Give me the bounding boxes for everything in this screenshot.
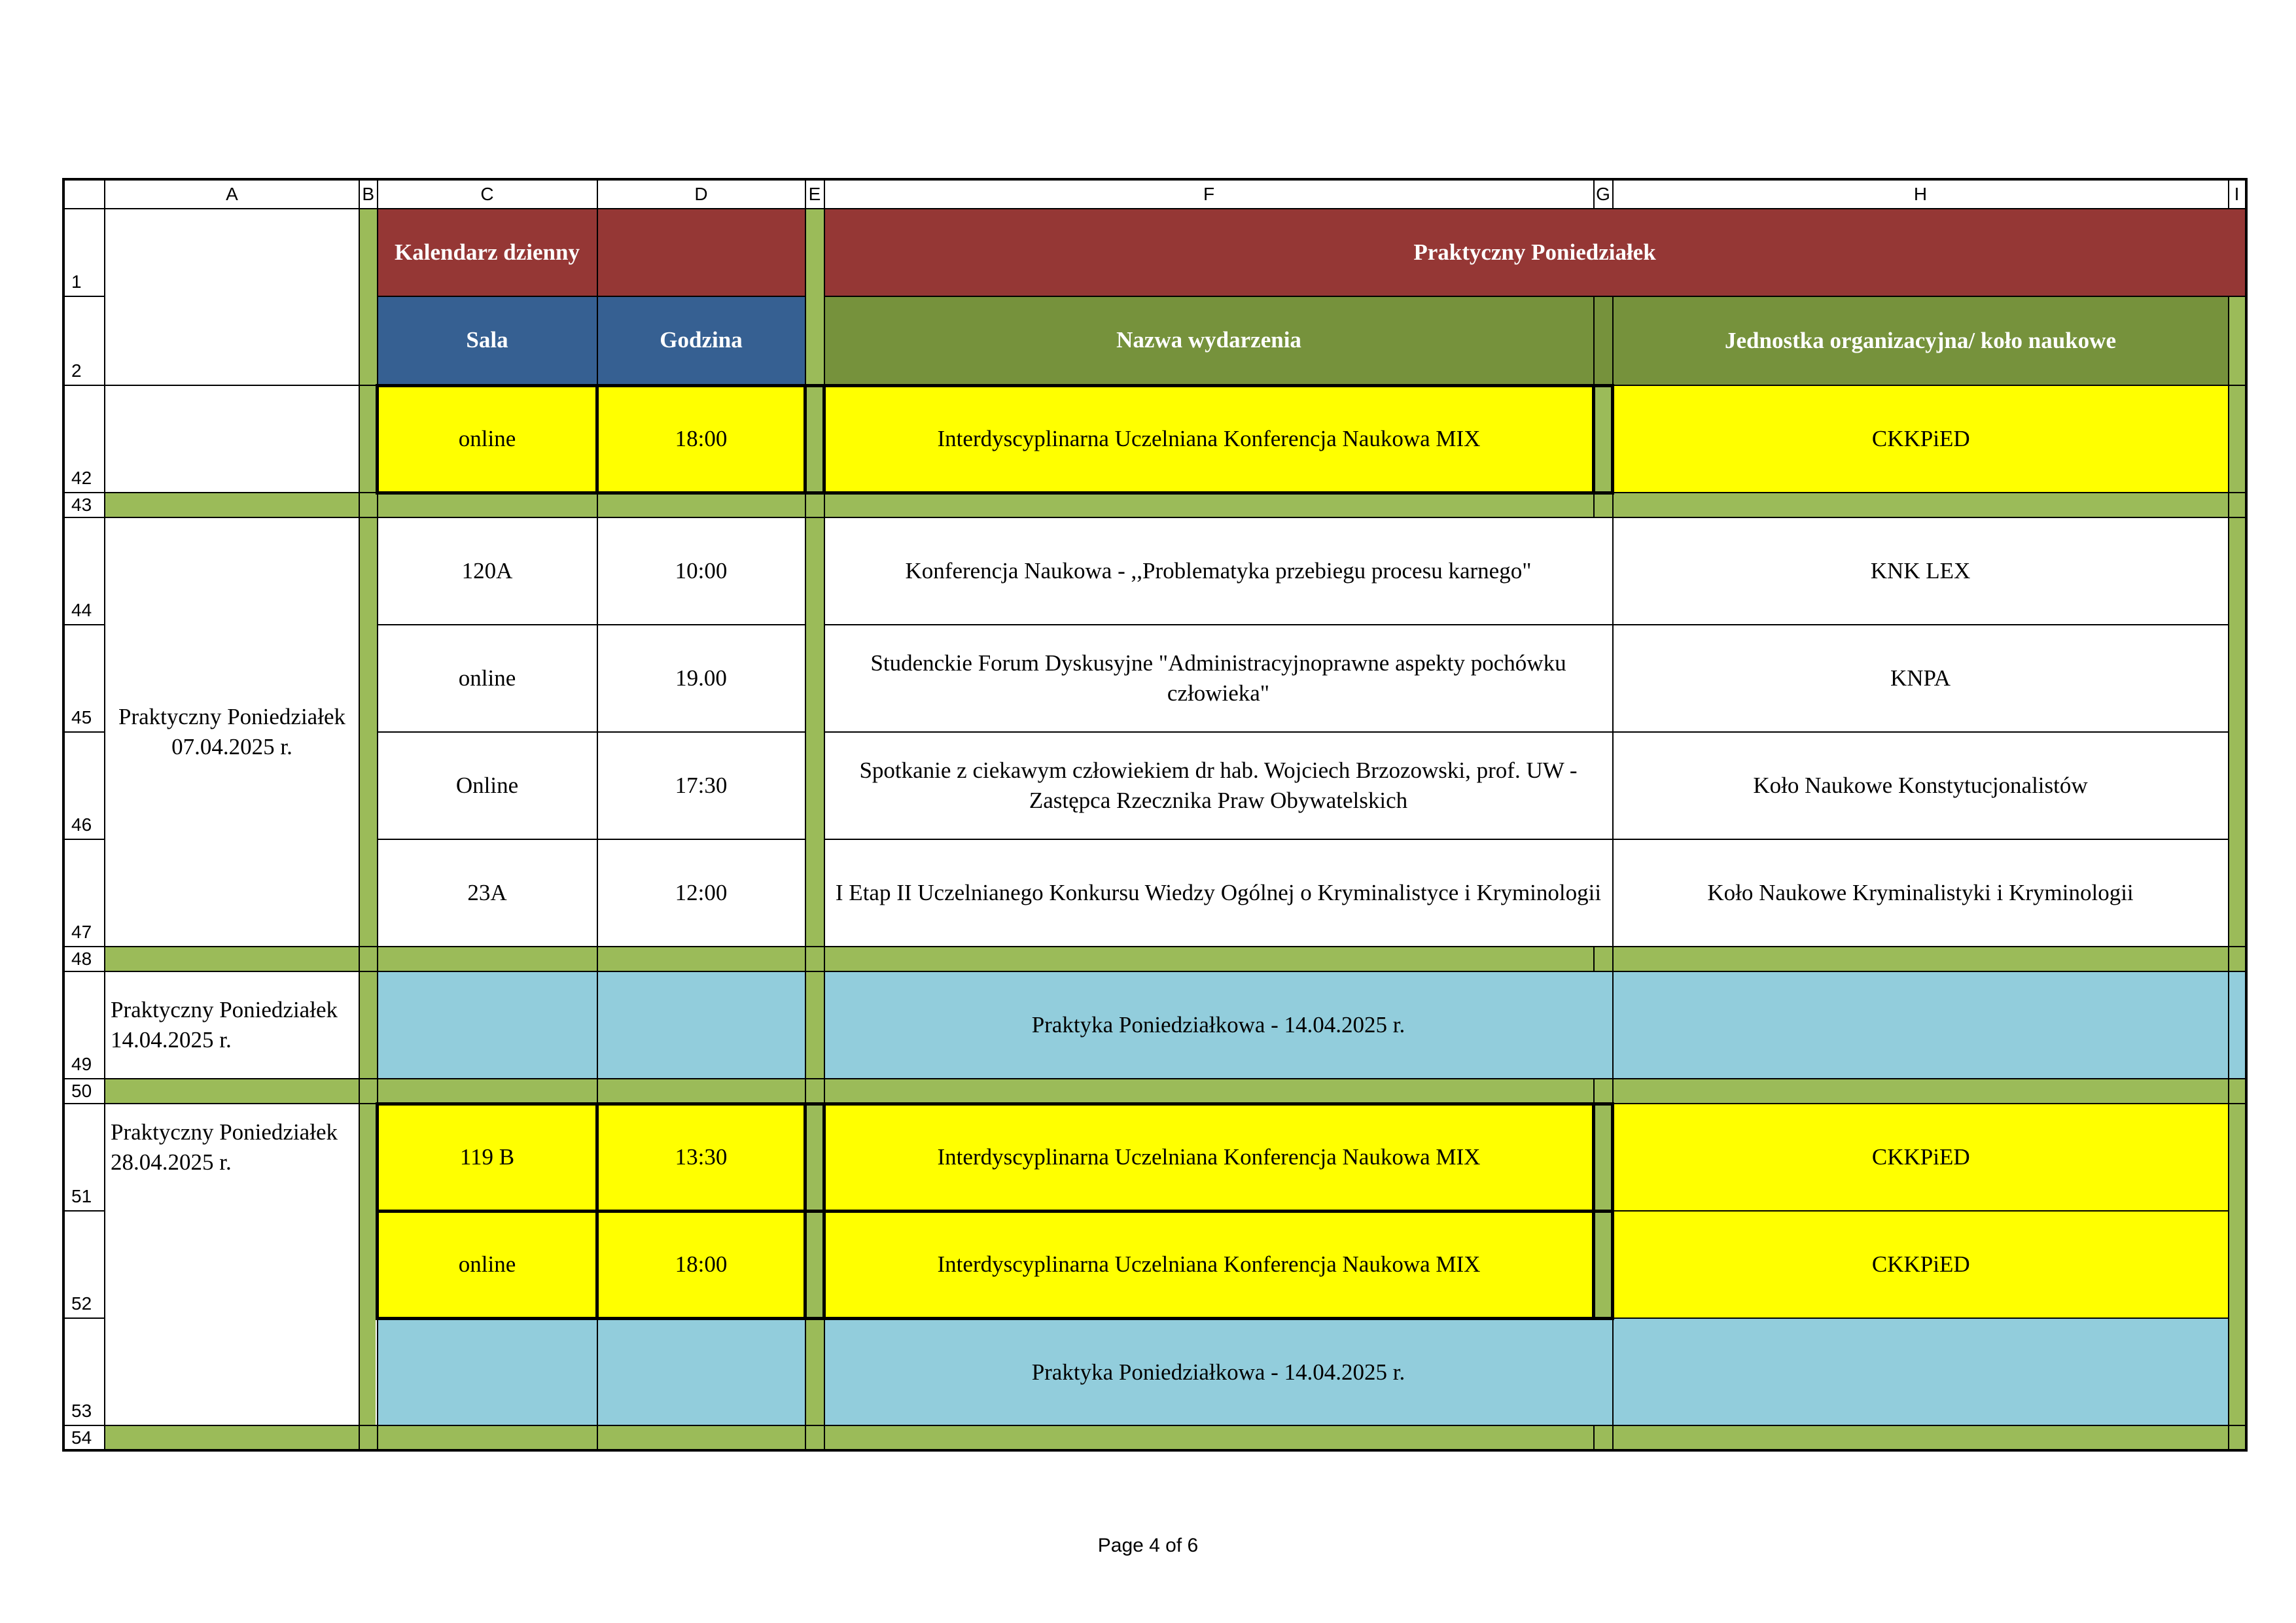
- separator-cell: [359, 1079, 378, 1104]
- separator-cell: [1594, 947, 1613, 971]
- separator-cell: [2229, 1425, 2246, 1450]
- event-sala-empty[interactable]: [378, 1318, 597, 1425]
- column-header-b[interactable]: B: [359, 179, 378, 209]
- event-nazwa[interactable]: I Etap II Uczelnianego Konkursu Wiedzy Ogólnej o Kryminalistyce i Kryminologii: [824, 839, 1613, 947]
- event-godzina[interactable]: 10:00: [597, 517, 805, 625]
- column-header-h[interactable]: H: [1613, 179, 2229, 209]
- column-header-d[interactable]: D: [597, 179, 805, 209]
- calendar-label[interactable]: Kalendarz dzienny: [378, 209, 597, 296]
- separator-cell: [359, 947, 378, 971]
- separator-cell: [805, 493, 824, 517]
- event-jednostka[interactable]: Koło Naukowe Kryminalistyki i Kryminologii: [1613, 839, 2229, 947]
- separator-cell: [105, 947, 359, 971]
- separator-cell: [378, 1425, 597, 1450]
- separator-cell: [359, 209, 378, 385]
- separator-cell: [105, 493, 359, 517]
- row-51: [63, 1104, 2246, 1211]
- separator-cell: [805, 971, 824, 1079]
- separator-cell: [2229, 517, 2246, 947]
- event-godzina-empty[interactable]: [597, 971, 805, 1079]
- row-49: [63, 971, 2246, 1079]
- separator-cell: [2229, 385, 2246, 493]
- row-number[interactable]: 44: [63, 517, 105, 625]
- separator-cell: [805, 947, 824, 971]
- row-number[interactable]: 1: [63, 209, 105, 296]
- event-godzina[interactable]: 12:00: [597, 839, 805, 947]
- separator-cell: [1594, 1211, 1613, 1318]
- page-footer: Page 4 of 6: [1097, 1535, 1199, 1556]
- event-jednostka[interactable]: KNPA: [1613, 625, 2229, 732]
- column-header-i[interactable]: I: [2229, 179, 2246, 209]
- separator-cell: [805, 1211, 824, 1318]
- separator-cell: [1613, 1425, 2229, 1450]
- event-nazwa[interactable]: Interdyscyplinarna Uczelniana Konferencja Naukowa MIX: [824, 1104, 1594, 1211]
- event-jednostka[interactable]: CKKPiED: [1613, 385, 2229, 493]
- separator-cell: [1594, 385, 1613, 493]
- event-nazwa[interactable]: Spotkanie z ciekawym człowiekiem dr hab. Wojciech Brzozowski, prof. UW - Zastępca Rzecznika Praw Obywatelskich: [824, 732, 1613, 839]
- row-number[interactable]: 43: [63, 493, 105, 517]
- separator-cell: [597, 1079, 805, 1104]
- day-label[interactable]: Praktyczny Poniedziałek 28.04.2025 r.: [105, 1104, 359, 1425]
- row-53: [63, 1318, 2246, 1425]
- event-nazwa[interactable]: Praktyka Poniedziałkowa - 14.04.2025 r.: [824, 971, 1613, 1079]
- column-header-e[interactable]: E: [805, 179, 824, 209]
- row-50: [63, 1079, 2246, 1104]
- event-godzina[interactable]: 19.00: [597, 625, 805, 732]
- page-title[interactable]: Praktyczny Poniedziałek: [824, 209, 2246, 296]
- separator-cell: [359, 1425, 378, 1450]
- spreadsheet-table: [62, 178, 2248, 1452]
- row-number[interactable]: 42: [63, 385, 105, 493]
- separator-cell: [1594, 1425, 1613, 1450]
- separator-cell: [824, 947, 1594, 971]
- separator-cell: [2229, 947, 2246, 971]
- separator-cell: [378, 1079, 597, 1104]
- row-43: [63, 493, 2246, 517]
- event-godzina[interactable]: 18:00: [597, 385, 805, 493]
- event-jednostka[interactable]: Koło Naukowe Konstytucjonalistów: [1613, 732, 2229, 839]
- header-godzina[interactable]: Godzina: [597, 296, 805, 385]
- separator-cell: [1594, 493, 1613, 517]
- event-godzina[interactable]: 18:00: [597, 1211, 805, 1318]
- separator-cell: [359, 1104, 378, 1425]
- separator-cell: [805, 517, 824, 947]
- column-header-g[interactable]: G: [1594, 179, 1613, 209]
- row-number[interactable]: 45: [63, 625, 105, 732]
- header-sala[interactable]: Sala: [378, 296, 597, 385]
- separator-cell: [597, 947, 805, 971]
- separator-cell: [1613, 1079, 2229, 1104]
- separator-cell: [1613, 947, 2229, 971]
- row-number[interactable]: 51: [63, 1104, 105, 1211]
- row-1: [63, 209, 2246, 296]
- separator-cell: [805, 209, 824, 385]
- corner-cell[interactable]: [63, 179, 105, 209]
- event-sala[interactable]: 120A: [378, 517, 597, 625]
- separator-cell: [805, 1318, 824, 1425]
- separator-cell: [824, 1425, 1594, 1450]
- event-nazwa[interactable]: Konferencja Naukowa - ,,Problematyka przebiegu procesu karnego": [824, 517, 1613, 625]
- separator-cell: [378, 947, 597, 971]
- row-number[interactable]: 49: [63, 971, 105, 1079]
- event-jednostka[interactable]: CKKPiED: [1613, 1104, 2229, 1211]
- separator-cell: [105, 1079, 359, 1104]
- event-nazwa[interactable]: Interdyscyplinarna Uczelniana Konferencja Naukowa MIX: [824, 1211, 1594, 1318]
- row-47: [63, 839, 2246, 947]
- separator-cell: [359, 385, 378, 493]
- event-godzina-empty[interactable]: [597, 1318, 805, 1425]
- header-jednostka[interactable]: Jednostka organizacyjna/ koło naukowe: [1613, 296, 2229, 385]
- header-olive-cell: [1594, 296, 1613, 385]
- separator-cell: [805, 1425, 824, 1450]
- row-number[interactable]: 50: [63, 1079, 105, 1104]
- event-godzina[interactable]: 13:30: [597, 1104, 805, 1211]
- event-sala[interactable]: online: [378, 625, 597, 732]
- row-number[interactable]: 2: [63, 296, 105, 385]
- event-sala[interactable]: online: [378, 385, 597, 493]
- event-jednostka-empty[interactable]: [1613, 1318, 2229, 1425]
- row-number[interactable]: 52: [63, 1211, 105, 1318]
- separator-cell: [2229, 1079, 2246, 1104]
- separator-cell: [1613, 493, 2229, 517]
- row-number[interactable]: 46: [63, 732, 105, 839]
- separator-cell: [359, 517, 378, 947]
- separator-cell: [1594, 1104, 1613, 1211]
- event-jednostka[interactable]: CKKPiED: [1613, 1211, 2229, 1318]
- row-number[interactable]: 48: [63, 947, 105, 971]
- separator-cell: [359, 493, 378, 517]
- separator-cell: [597, 493, 805, 517]
- separator-cell: [378, 493, 597, 517]
- row-number[interactable]: 53: [63, 1318, 105, 1425]
- row-54: [63, 1425, 2246, 1450]
- separator-cell: [597, 1425, 805, 1450]
- row-52: [63, 1211, 2246, 1318]
- column-header-f[interactable]: F: [824, 179, 1594, 209]
- event-godzina[interactable]: 17:30: [597, 732, 805, 839]
- separator-cell: [824, 493, 1594, 517]
- separator-cell: [2229, 296, 2246, 385]
- event-sala[interactable]: 119 B: [378, 1104, 597, 1211]
- event-jednostka[interactable]: KNK LEX: [1613, 517, 2229, 625]
- separator-cell: [805, 1104, 824, 1211]
- day-label[interactable]: Praktyczny Poniedziałek 07.04.2025 r.: [105, 517, 359, 947]
- event-nazwa[interactable]: Studenckie Forum Dyskusyjne "Administracyjnoprawne aspekty pochówku człowieka": [824, 625, 1613, 732]
- event-jednostka-empty[interactable]: [1613, 971, 2229, 1079]
- day-label[interactable]: Praktyczny Poniedziałek 14.04.2025 r.: [105, 971, 359, 1079]
- separator-cell: [1594, 1079, 1613, 1104]
- event-nazwa[interactable]: Interdyscyplinarna Uczelniana Konferencja Naukowa MIX: [824, 385, 1594, 493]
- trailing-cell: [2229, 971, 2246, 1079]
- column-header-a[interactable]: A: [105, 179, 359, 209]
- empty-cell[interactable]: [105, 209, 359, 385]
- separator-cell: [2229, 1104, 2246, 1425]
- separator-cell: [105, 1425, 359, 1450]
- separator-cell: [805, 385, 824, 493]
- event-sala[interactable]: online: [378, 1211, 597, 1318]
- column-header-row: [63, 179, 2246, 209]
- row-2: [63, 296, 2246, 385]
- row-46: [63, 732, 2246, 839]
- row-42: [63, 385, 2246, 493]
- header-red-cell[interactable]: [597, 209, 805, 296]
- event-sala[interactable]: Online: [378, 732, 597, 839]
- event-sala[interactable]: 23A: [378, 839, 597, 947]
- row-45: [63, 625, 2246, 732]
- empty-cell[interactable]: [105, 385, 359, 493]
- column-header-c[interactable]: C: [378, 179, 597, 209]
- row-48: [63, 947, 2246, 971]
- header-nazwa[interactable]: Nazwa wydarzenia: [824, 296, 1594, 385]
- row-44: [63, 517, 2246, 625]
- event-nazwa[interactable]: Praktyka Poniedziałkowa - 14.04.2025 r.: [824, 1318, 1613, 1425]
- row-number[interactable]: 47: [63, 839, 105, 947]
- event-sala-empty[interactable]: [378, 971, 597, 1079]
- separator-cell: [359, 971, 378, 1079]
- row-number[interactable]: 54: [63, 1425, 105, 1450]
- separator-cell: [824, 1079, 1594, 1104]
- separator-cell: [2229, 493, 2246, 517]
- separator-cell: [805, 1079, 824, 1104]
